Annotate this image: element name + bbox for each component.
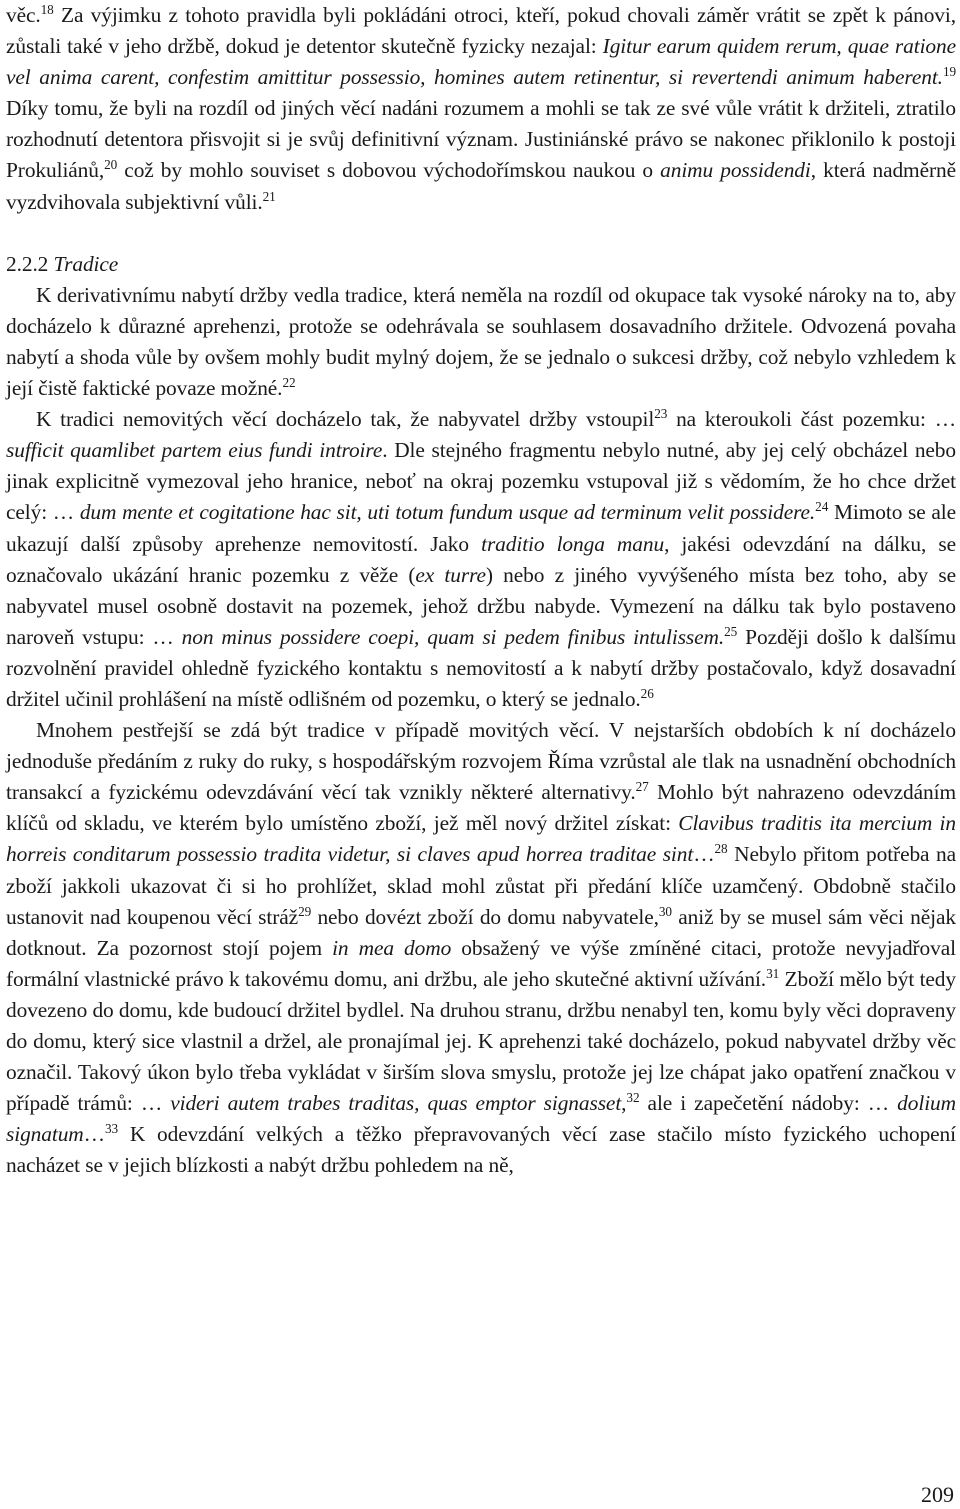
paragraph-derivative-acquisition: K derivativnímu nabytí držby vedla tradice, která neměla na rozdíl od okupace tak vysoké nároky na to, aby docházelo k důrazné aprehenzi, protože se odehrávala se souhlasem dosavadního držitele. Odvozená povaha nabytí a shoda vůle by ovšem mohly budit mylný dojem, že se jednalo o sukcesi držby, což nebylo vzhledem k její čistě faktické povaze možné.$^{22}$ <box>6 282 956 401</box>
section-heading-tradice: 2.2.2 Tradice <box>6 251 119 276</box>
document-page <box>6 0 956 1181</box>
paragraph-immovable-things: K tradici nemovitých věcí docházelo tak, že nabyvatel držby vstoupil$^{23}$ na kteroukoli část pozemku: … sufficit quamlibet partem eius fundi introire. Dle stejného fragmentu nebylo nutné, aby jej celý obcházel nebo jinak explicitně vymezoval jeho hranice, neboť na okraj pozemku vstupoval již s vědomím, že ho chce držet celý: … dum mente et cogitatione hac sit, uti totum fundum usque ad terminum velit possidere.$^{24}$ Mimoto se ale ukazují další způsoby aprehenze nemovitostí. Jako traditio longa manu, jakési odevzdání na dálku, se označovalo ukázání hranic pozemku z věže (ex turre) nebo z jiného vyvýšeného místa bez toho, aby se nabyvatel musel osobně dostavit na pozemek, jehož držbu nabyde. Vymezení na dálku tak bylo postaveno naroveň vstupu: … non minus possidere coepi, quam si pedem finibus intulissem.$^{25}$ Později došlo k dalšímu rozvolnění pravidel ohledně fyzického kontaktu s nemovitostí a k nabytí držby postačovalo, když dosavadní držitel učinil prohlášení na místě odlišném od pozemku, o který se jednalo.$^{26}$ <box>6 405 956 711</box>
page-number: 209 <box>921 1482 954 1507</box>
paragraph-movable-things: Mnohem pestřejší se zdá být tradice v případě movitých věcí. V nejstarších obdobích k ní docházelo jednoduše předáním z ruky do ruky, s hospodářským rozvojem Říma vzrůstal ale tlak na usnadnění obchodních transakcí a fyzickému odevzdávání věcí tak vznikly některé alternativy.$^{27}$ Mohlo být nahrazeno odevzdáním klíčů od skladu, ve kterém bylo umístěno zboží, jež měl nový držitel získat: Clavibus traditis ita mercium in horreis conditarum possessio tradita videtur, si claves apud horrea traditae sint…$^{28}$ Nebylo přitom potřeba na zboží jakkoli ukazovat či si ho prohlížet, sklad mohl zůstat při předání klíče uzamčený. Obdobně stačilo ustanovit nad koupenou věcí stráž$^{29}$ nebo dovézt zboží do domu nabyvatele,$^{30}$ aniž by se musel sám věci nějak dotknout. Za pozornost stojí pojem in mea domo obsažený ve výše zmíněné citaci, protože nevyjadřoval formální vlastnické právo k takovému domu, ani držbu, ale jeho skutečné aktivní užívání.$^{31}$ Zboží mělo být tedy dovezeno do domu, kde budoucí držitel bydlel. Na druhou stranu, držbu nenabyl ten, komu byly věci dopraveny do domu, který sice vlastnil a držel, ale pronajímal jej. K aprehenzi také docházelo, pokud nabyvatel držby věc označil. Takový úkon bylo třeba vykládat v širším slova smyslu, protože jej lze chápat jako opatření značkou v případě trámů: … videri autem trabes traditas, quas emptor signasset,$^{32}$ ale i zapečetění nádoby: … dolium signatum…$^{33}$ K odevzdání velkých a těžko přepravovaných věcí zase stačilo místo fyzického uchopení nacházet se v jejich blízkosti a nabýt držbu pohledem na ně, <box>6 718 957 1178</box>
paragraph-possession-of-slaves: věc.$^{18}$ Za výjimku z tohoto pravidla byli pokládáni otroci, kteří, pokud chovali záměr vrátit se zpět k pánovi, zůstali také v jeho držbě, dokud je detentor skutečně fyzicky nezajal: Igitur earum quidem rerum, quae ratione vel anima carent, confestim amittitur possessio, homines autem retinentur, si revertendi animum haberent.$^{19}$ Díky tomu, že byli na rozdíl od jiných věcí nadáni rozumem a mohli se tak ze své vůle vrátit k držiteli, ztratilo rozhodnutí detentora přisvojit si je svůj definitivní význam. Justiniánské právo se nakonec přiklonilo k postoji Prokuliánů,$^{20}$ což by mohlo souviset s dobovou východořímskou naukou o animu possidendi, která nadměrně vyzdvihovala subjektivní vůli.$^{21}$ <box>6 1 957 214</box>
